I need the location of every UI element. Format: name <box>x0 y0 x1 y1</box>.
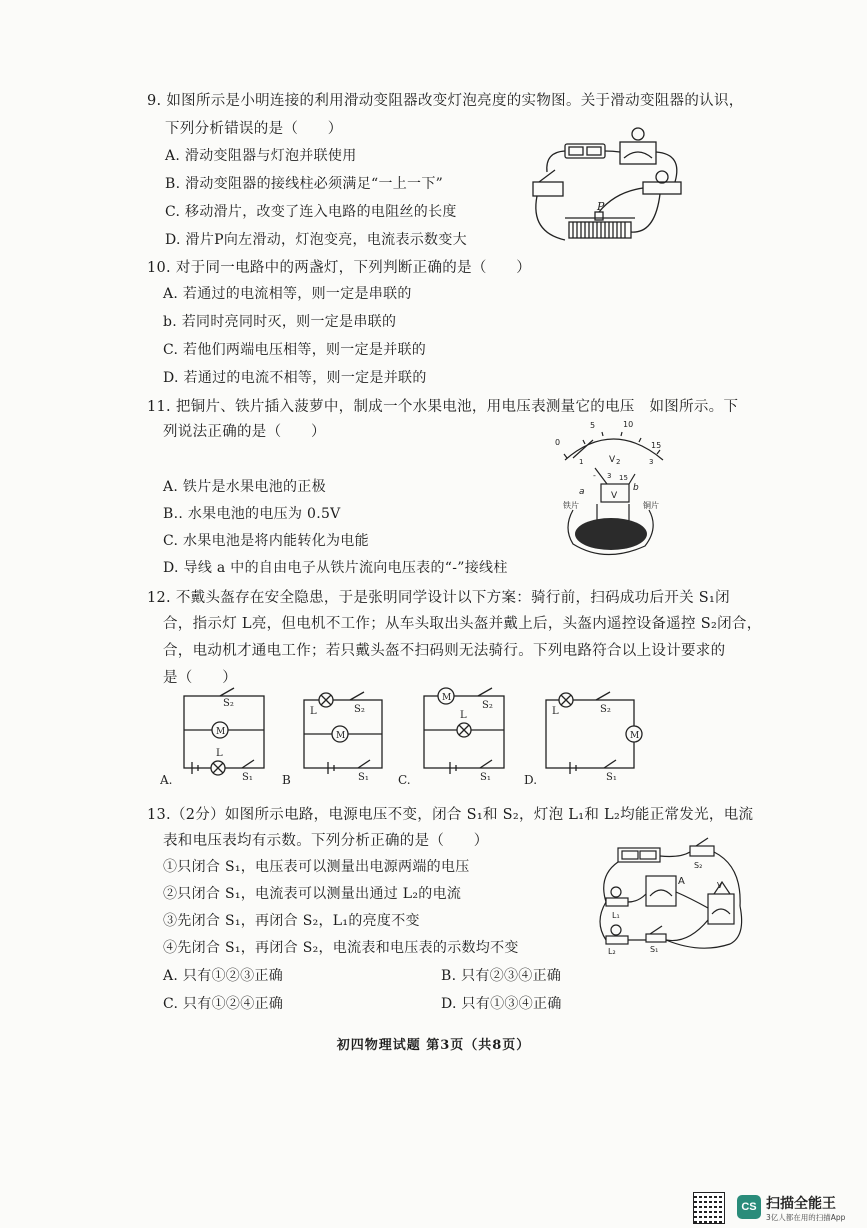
q11-stem-line2: 列说法正确的是（ ） <box>163 424 326 440</box>
q12-b-lamp-label: L <box>310 706 317 717</box>
q12-line2: 合，指示灯 L亮，但电机不工作；从车头取出头盔并戴上后，头盔内遥控设备遥控 S₂闭合， <box>163 616 762 632</box>
q10-option-a: A. 若通过的电流相等，则一定是串联的 <box>163 286 412 302</box>
q13-statement-4: ④先闭合 S₁，再闭合 S₂，电流表和电压表的示数均不变 <box>163 940 519 956</box>
q9-option-b: B. 滑动变阻器的接线柱必须满足“一上一下” <box>165 176 444 192</box>
q12-a-s1: S₁ <box>242 772 253 783</box>
qr-code-icon <box>693 1192 725 1224</box>
q10-stem: 10. 对于同一电路中的两盏灯，下列判断正确的是（ ） <box>147 260 532 276</box>
q13-circuit-figure <box>590 836 750 956</box>
q11-iron-label: 铁片 <box>563 501 579 510</box>
page-footer: 初四物理试题 第3页（共8页） <box>336 1038 531 1053</box>
q13-statement-2: ②只闭合 S₁，电流表可以测量出通过 L₂的电流 <box>163 886 462 902</box>
q10-option-d: D. 若通过的电流不相等，则一定是并联的 <box>163 370 427 386</box>
q13-stem-line2: 表和电压表均有示数。下列分析正确的是（ ） <box>163 833 489 849</box>
q12-d-motor: M <box>630 731 640 741</box>
q12-line3: 合，电动机才通电工作；若只戴头盔不扫码则无法骑行。下列电路符合以上设计要求的 <box>163 643 726 659</box>
q11-fruit-battery-figure <box>545 418 675 560</box>
q12-label-b: B <box>282 773 291 787</box>
q11-scale-low-2: 2 <box>616 458 621 466</box>
q12-line4: 是（ ） <box>163 670 237 686</box>
q13-l2-label: L₂ <box>608 947 616 956</box>
q13-option-d: D. 只有①③④正确 <box>441 996 562 1012</box>
q12-circuit-options <box>160 684 670 794</box>
q9-option-d: D. 滑片P向左滑动，灯泡变亮，电流表示数变大 <box>165 232 467 248</box>
q11-scale-0: 0 <box>555 438 561 447</box>
q10-option-b: b. 若同时亮同时灭，则一定是串联的 <box>163 314 397 330</box>
q13-option-b: B. 只有②③④正确 <box>441 968 562 984</box>
q12-b-s1: S₁ <box>358 772 369 783</box>
scanner-brand <box>693 1192 863 1226</box>
q11-scale-low-1: 1 <box>579 458 584 466</box>
q12-line1: 12. 不戴头盔存在安全隐患，于是张明同学设计以下方案：骑行前，扫码成功后开关 S₁闭 <box>147 590 730 606</box>
q12-a-s2: S₂ <box>223 698 234 709</box>
q11-term-15: 15 <box>619 474 628 482</box>
q12-c-lamp-label: L <box>460 710 467 721</box>
q13-option-c: C. 只有①②④正确 <box>163 996 284 1012</box>
q12-d-lamp-label: L <box>552 706 559 717</box>
q11-option-b: B.. 水果电池的电压为 0.5V <box>163 506 341 522</box>
q12-b-s2: S₂ <box>354 704 365 715</box>
q13-statement-1: ①只闭合 S₁，电压表可以测量出电源两端的电压 <box>163 859 470 875</box>
q11-wire-a: a <box>579 487 585 497</box>
q9-option-a: A. 滑动变阻器与灯泡并联使用 <box>165 148 357 164</box>
q11-scale-10: 10 <box>623 420 634 429</box>
q11-option-a: A. 铁片是水果电池的正极 <box>163 479 326 495</box>
q9-circuit-figure <box>525 122 695 257</box>
q12-label-d: D. <box>524 773 538 787</box>
q11-meter-v: V <box>609 455 616 465</box>
q11-scale-low-3: 3 <box>649 458 654 466</box>
q11-option-c: C. 水果电池是将内能转化为电能 <box>163 533 369 549</box>
q9-stem-line1: 9. 如图所示是小明连接的利用滑动变阻器改变灯泡亮度的实物图。关于滑动变阻器的认识， <box>147 93 744 109</box>
q11-wire-b: b <box>633 483 639 493</box>
q11-term-3: 3 <box>607 472 612 480</box>
q11-stem-line1: 11. 把铜片、铁片插入菠萝中，制成一个水果电池，用电压表测量它的电压 如图所示。下 <box>147 399 739 415</box>
q11-term-minus: - <box>593 471 596 480</box>
q10-option-c: C. 若他们两端电压相等，则一定是并联的 <box>163 342 427 358</box>
q12-d-s1: S₁ <box>606 772 617 783</box>
camscanner-logo-icon: CS <box>737 1195 761 1219</box>
q12-a-motor: M <box>216 727 226 737</box>
q13-l1-label: L₁ <box>612 911 620 920</box>
q12-d-s2: S₂ <box>600 704 611 715</box>
q11-meter-v-body: V <box>611 491 618 501</box>
q13-s1-label: S₁ <box>650 945 659 954</box>
q13-s2-label: S₂ <box>694 861 703 870</box>
brand-name: 扫描全能王 <box>766 1196 836 1212</box>
q13-stem-line1: 13.（2分）如图所示电路，电源电压不变，闭合 S₁和 S₂，灯泡 L₁和 L₂均能正常发光，电流 <box>147 807 754 823</box>
q13-option-a: A. 只有①②③正确 <box>163 968 284 984</box>
q11-copper-label: 铜片 <box>643 501 659 510</box>
q13-voltmeter-label: V <box>717 881 723 890</box>
q12-label-a: A. <box>160 773 173 787</box>
q12-a-lamp-label: L <box>216 748 223 759</box>
q9-slider-label: P <box>597 200 605 213</box>
q9-option-c: C. 移动滑片，改变了连入电路的电阻丝的长度 <box>165 204 457 220</box>
q13-ammeter-label: A <box>678 876 685 887</box>
q11-scale-5: 5 <box>590 421 596 430</box>
q12-c-s2: S₂ <box>482 700 493 711</box>
q13-statement-3: ③先闭合 S₁，再闭合 S₂，L₁的亮度不变 <box>163 913 420 929</box>
q11-option-d: D. 导线 a 中的自由电子从铁片流向电压表的“-”接线柱 <box>163 560 508 576</box>
q12-b-motor: M <box>336 731 346 741</box>
q12-c-s1: S₁ <box>480 772 491 783</box>
q9-stem-line2: 下列分析错误的是（ ） <box>165 121 343 137</box>
q11-scale-15: 15 <box>651 441 662 450</box>
q12-label-c: C. <box>398 773 411 787</box>
q12-c-motor: M <box>442 693 452 703</box>
brand-tagline: 3亿人都在用的扫描App <box>766 1213 846 1222</box>
